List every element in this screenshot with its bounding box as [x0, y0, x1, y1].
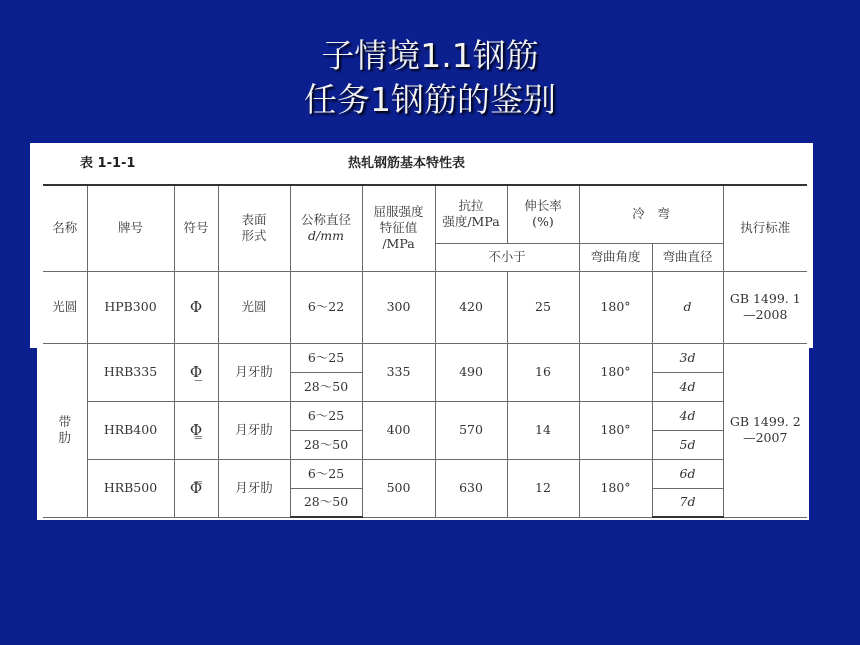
header-standard: 执行标准 — [723, 185, 807, 271]
header-bend-diameter: 弯曲直径 — [652, 243, 723, 271]
standard-l2: —2007 — [743, 430, 788, 445]
header-surface-l2: 形式 — [241, 228, 267, 244]
cell-symbol: Φ̲ — [174, 343, 218, 401]
header-cold-bend: 冷 弯 — [579, 185, 723, 243]
header-surface-l1: 表面 — [241, 212, 267, 228]
header-yield-l2: 特征值 — [379, 220, 418, 236]
cell-diameter: 6～22 — [290, 271, 362, 343]
table-row — [43, 271, 807, 343]
header-diameter-l2: d/mm — [308, 228, 344, 244]
cell-diameter: 28～50 — [290, 372, 362, 401]
cell-name-ribbed — [43, 343, 87, 517]
cell-diameter: 6～25 — [290, 401, 362, 430]
cell-yield: 500 — [362, 459, 435, 517]
cell-grade: HRB400 — [87, 401, 174, 459]
cell-elongation: 16 — [507, 343, 579, 401]
cell-diameter: 6～25 — [290, 459, 362, 488]
header-grade: 牌号 — [87, 185, 174, 271]
cell-yield: 300 — [362, 271, 435, 343]
standard-l1: GB 1499. 2 — [729, 414, 801, 429]
cell-tensile: 420 — [435, 271, 507, 343]
cell-bend-diameter: d — [652, 271, 723, 343]
header-bend-angle: 弯曲角度 — [579, 243, 652, 271]
table-number: 表 1-1-1 — [80, 156, 136, 171]
header-diameter-l1: 公称直径 — [300, 212, 351, 228]
header-diameter — [290, 185, 362, 271]
cell-diameter: 28～50 — [290, 430, 362, 459]
ribbed-l2: 肋 — [58, 430, 71, 445]
table-row — [43, 343, 807, 372]
cell-standard — [723, 271, 807, 343]
cell-bend-diameter: 4d — [652, 401, 723, 430]
standard-l1: GB 1499. 1 — [729, 291, 801, 306]
cell-grade: HRB335 — [87, 343, 174, 401]
standard-l2: —2008 — [743, 307, 788, 322]
header-yield-l1: 屈服强度 — [373, 204, 424, 220]
cell-yield: 335 — [362, 343, 435, 401]
slide-title-line2: 任务1钢筋的鉴别 — [304, 80, 556, 119]
cell-tensile: 630 — [435, 459, 507, 517]
cell-bend-diameter: 6d — [652, 459, 723, 488]
cell-elongation: 12 — [507, 459, 579, 517]
cell-diameter: 6～25 — [290, 343, 362, 372]
cell-tensile: 570 — [435, 401, 507, 459]
cell-bend-angle: 180° — [579, 271, 652, 343]
cell-bend-diameter: 3d — [652, 343, 723, 372]
table-title: 热轧钢筋基本特性表 — [348, 156, 466, 171]
header-yield-l3: /MPa — [382, 236, 415, 252]
cell-elongation: 25 — [507, 271, 579, 343]
table-row — [43, 459, 807, 488]
header-not-less: 不小于 — [435, 243, 579, 271]
header-elong-l1: 伸长率 — [524, 198, 562, 214]
cell-symbol: Φ̿ — [174, 459, 218, 517]
cell-symbol: Φ̳ — [174, 401, 218, 459]
cell-bend-diameter: 5d — [652, 430, 723, 459]
cell-symbol: Φ — [174, 271, 218, 343]
cell-surface: 光圆 — [218, 271, 290, 343]
cell-standard-ribbed — [723, 343, 807, 517]
header-elong-l2: (%) — [532, 214, 554, 230]
cell-surface: 月牙肋 — [218, 401, 290, 459]
header-tensile-l1: 抗拉 — [458, 198, 484, 214]
header-yield — [362, 185, 435, 271]
cell-surface: 月牙肋 — [218, 459, 290, 517]
cell-tensile: 490 — [435, 343, 507, 401]
cell-bend-diameter: 4d — [652, 372, 723, 401]
header-tensile — [435, 185, 507, 243]
cell-name: 光圆 — [43, 271, 87, 343]
header-symbol: 符号 — [174, 185, 218, 271]
cell-bend-angle: 180° — [579, 459, 652, 517]
header-tensile-l2: 强度/MPa — [442, 214, 500, 230]
header-elongation — [507, 185, 579, 243]
cell-bend-diameter: 7d — [652, 488, 723, 517]
cell-elongation: 14 — [507, 401, 579, 459]
rebar-spec-table — [43, 184, 807, 518]
cell-bend-angle: 180° — [579, 401, 652, 459]
table-row — [43, 401, 807, 430]
cell-yield: 400 — [362, 401, 435, 459]
cell-diameter: 28～50 — [290, 488, 362, 517]
ribbed-l1: 带 — [58, 414, 71, 429]
header-surface — [218, 185, 290, 271]
slide-title-line1: 子情境1.1钢筋 — [321, 36, 539, 75]
cell-grade: HPB300 — [87, 271, 174, 343]
cell-grade: HRB500 — [87, 459, 174, 517]
header-name: 名称 — [43, 185, 87, 271]
cell-bend-angle: 180° — [579, 343, 652, 401]
cell-surface: 月牙肋 — [218, 343, 290, 401]
